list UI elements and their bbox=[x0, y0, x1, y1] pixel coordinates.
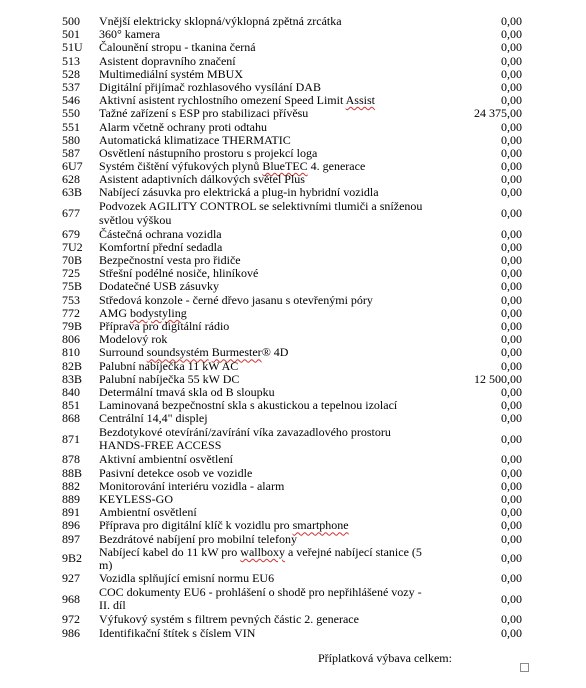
option-description: Palubní nabíječka 55 kW DC bbox=[99, 371, 240, 386]
option-description: Bezdrátové nabíjení pro mobilní telefony bbox=[99, 531, 297, 546]
option-code: 968 bbox=[62, 591, 80, 606]
option-price: 0,00 bbox=[501, 518, 522, 533]
table-row bbox=[62, 186, 522, 199]
table-row bbox=[62, 360, 522, 373]
option-description: Digitální přijímač rozhlasového vysílání DAB bbox=[99, 79, 321, 94]
option-code: 51U bbox=[62, 40, 83, 55]
option-description: COC dokumenty EU6 - prohlášení o shodě pro nepřihlášené vozy - II. díl bbox=[99, 585, 422, 613]
option-description: Nabíjecí zásuvka pro elektrická a plug-in hybridní vozidla bbox=[99, 185, 379, 200]
table-row bbox=[62, 572, 522, 585]
option-price: 0,00 bbox=[501, 159, 522, 174]
option-price: 0,00 bbox=[501, 119, 522, 134]
option-description: Asistent adaptivních dálkových světel Plus bbox=[99, 172, 305, 187]
option-code: 75B bbox=[62, 279, 83, 294]
option-code: 896 bbox=[62, 518, 80, 533]
option-description: Identifikační štítek s číslem VIN bbox=[99, 625, 256, 640]
option-code: 7U2 bbox=[62, 239, 83, 254]
table-row bbox=[62, 425, 522, 453]
option-code: 513 bbox=[62, 53, 80, 68]
option-price: 0,00 bbox=[501, 505, 522, 520]
resize-handle-icon[interactable] bbox=[520, 663, 529, 672]
option-price: 0,00 bbox=[501, 591, 522, 606]
option-price: 12 500,00 bbox=[474, 371, 522, 386]
option-price: 0,00 bbox=[501, 465, 522, 480]
option-price: 0,00 bbox=[501, 253, 522, 267]
option-code: 851 bbox=[62, 398, 80, 413]
option-price: 0,00 bbox=[501, 226, 522, 241]
option-price: 0,00 bbox=[501, 185, 522, 200]
table-row bbox=[62, 134, 522, 147]
option-code: 70B bbox=[62, 253, 83, 267]
option-code: 79B bbox=[62, 318, 83, 333]
table-row bbox=[62, 107, 522, 120]
option-price: 0,00 bbox=[501, 398, 522, 413]
table-row bbox=[62, 613, 522, 626]
option-price: 0,00 bbox=[501, 612, 522, 627]
option-description: AMG bodystyling bbox=[99, 305, 187, 320]
option-description: Výfukový systém s filtrem pevných částic 2. generace bbox=[99, 612, 359, 627]
option-code: 6U7 bbox=[62, 159, 83, 174]
option-price: 0,00 bbox=[501, 206, 522, 221]
option-code: 528 bbox=[62, 66, 80, 81]
option-description: Multimediální systém MBUX bbox=[99, 66, 243, 81]
table-row bbox=[62, 346, 522, 359]
option-price: 0,00 bbox=[501, 411, 522, 426]
option-code: 628 bbox=[62, 172, 80, 187]
option-code: 677 bbox=[62, 206, 80, 221]
option-description: Podvozek AGILITY CONTROL se selektivními tlumiči a sníženou světlou výškou bbox=[99, 199, 423, 227]
table-row bbox=[62, 519, 522, 532]
table-row bbox=[62, 200, 522, 228]
option-code: 868 bbox=[62, 411, 80, 426]
table-row bbox=[62, 533, 522, 546]
option-code: 840 bbox=[62, 384, 80, 399]
option-description: Modelový rok bbox=[99, 332, 168, 347]
option-price: 0,00 bbox=[501, 478, 522, 493]
option-price: 0,00 bbox=[501, 27, 522, 42]
option-price: 0,00 bbox=[501, 625, 522, 640]
option-description: Dodatečné USB zásuvky bbox=[99, 279, 219, 294]
option-price: 0,00 bbox=[501, 358, 522, 373]
option-description: Bezdotykové otevírání/zavírání víka zavazadlového prostoru HANDS-FREE ACCESS bbox=[99, 425, 391, 453]
option-price: 0,00 bbox=[501, 452, 522, 467]
table-row bbox=[62, 467, 522, 480]
total-label: Příplatková výbava celkem: bbox=[318, 651, 452, 665]
option-code: 753 bbox=[62, 292, 80, 307]
table-row bbox=[62, 280, 522, 293]
table-row bbox=[62, 55, 522, 68]
option-price: 0,00 bbox=[501, 531, 522, 546]
option-code: 587 bbox=[62, 145, 80, 160]
option-price: 0,00 bbox=[501, 345, 522, 360]
option-price: 0,00 bbox=[501, 492, 522, 506]
option-description: 360° kamera bbox=[99, 27, 161, 42]
option-description: Pasivní detekce osob ve vozidle bbox=[99, 465, 253, 480]
option-price: 0,00 bbox=[501, 384, 522, 399]
table-row bbox=[62, 546, 522, 572]
option-price: 0,00 bbox=[501, 145, 522, 160]
option-description: Laminovaná bezpečnostní skla s akustickou a tepelnou izolací bbox=[99, 398, 398, 413]
option-code: 889 bbox=[62, 492, 80, 506]
option-price: 0,00 bbox=[501, 40, 522, 55]
option-price: 24 375,00 bbox=[474, 106, 522, 121]
option-description: Středová konzole - černé dřevo jasanu s otevřenými póry bbox=[99, 292, 373, 307]
table-row bbox=[62, 121, 522, 134]
option-description: Vozidla splňující emisní normu EU6 bbox=[99, 571, 275, 586]
option-code: 891 bbox=[62, 505, 80, 520]
option-code: 927 bbox=[62, 571, 80, 586]
option-code: 972 bbox=[62, 612, 80, 627]
option-code: 725 bbox=[62, 266, 80, 281]
table-row bbox=[62, 228, 522, 241]
table-row bbox=[62, 412, 522, 425]
option-price: 0,00 bbox=[501, 79, 522, 94]
option-description: Automatická klimatizace THERMATIC bbox=[99, 132, 291, 147]
option-price: 0,00 bbox=[501, 14, 522, 28]
option-code: 897 bbox=[62, 531, 80, 546]
option-price: 0,00 bbox=[501, 318, 522, 333]
table-row bbox=[62, 68, 522, 81]
option-description: Aktivní asistent rychlostního omezení Speed Limit Assist bbox=[99, 93, 375, 108]
option-code: 63B bbox=[62, 185, 83, 200]
option-price: 0,00 bbox=[501, 279, 522, 294]
option-description: Centrální 14,4" displej bbox=[99, 411, 208, 426]
option-code: 537 bbox=[62, 79, 80, 94]
option-code: 82B bbox=[62, 358, 83, 373]
option-price: 0,00 bbox=[501, 571, 522, 586]
option-description: Aktivní ambientní osvětlení bbox=[99, 452, 233, 467]
option-description: Vnější elektricky sklopná/výklopná zpětná zrcátka bbox=[99, 14, 342, 28]
option-code: 88B bbox=[62, 465, 83, 480]
option-description: Systém čištění výfukových plynů BlueTEC 4. generace bbox=[99, 159, 366, 174]
option-description: Monitorování interiéru vozidla - alarm bbox=[99, 478, 285, 493]
option-description: Částečná ochrana vozidla bbox=[99, 226, 222, 241]
option-price: 0,00 bbox=[501, 239, 522, 254]
option-price: 0,00 bbox=[501, 53, 522, 68]
table-row bbox=[62, 585, 522, 613]
table-row bbox=[62, 41, 522, 54]
option-price: 0,00 bbox=[501, 132, 522, 147]
option-price: 0,00 bbox=[501, 431, 522, 446]
option-description: KEYLESS-GO bbox=[99, 492, 173, 506]
option-code: 500 bbox=[62, 14, 80, 28]
option-code: 550 bbox=[62, 106, 80, 121]
option-price: 0,00 bbox=[501, 292, 522, 307]
option-code: 772 bbox=[62, 305, 80, 320]
option-price: 0,00 bbox=[501, 551, 522, 566]
option-description: Bezpečnostní vesta pro řidiče bbox=[99, 253, 241, 267]
option-description: Nabíjecí kabel do 11 kW pro wallboxy a veřejné nabíjecí stanice (5 m) bbox=[99, 544, 422, 572]
option-price: 0,00 bbox=[501, 266, 522, 281]
option-description: Surround soundsystém Burmester® 4D bbox=[99, 345, 289, 360]
option-code: 501 bbox=[62, 27, 80, 42]
option-code: 580 bbox=[62, 132, 80, 147]
equipment-table bbox=[62, 15, 522, 640]
option-description: Determální tmavá skla od B sloupku bbox=[99, 384, 275, 399]
option-code: 810 bbox=[62, 345, 80, 360]
table-row bbox=[62, 307, 522, 320]
option-code: 882 bbox=[62, 478, 80, 493]
option-code: 806 bbox=[62, 332, 80, 347]
option-description: Příprava pro digitální rádio bbox=[99, 318, 230, 333]
option-code: 83B bbox=[62, 371, 83, 386]
option-code: 9B2 bbox=[62, 551, 83, 566]
option-price: 0,00 bbox=[501, 66, 522, 81]
option-description: Komfortní přední sedadla bbox=[99, 239, 223, 254]
table-row bbox=[62, 453, 522, 466]
option-code: 551 bbox=[62, 119, 80, 134]
option-price: 0,00 bbox=[501, 332, 522, 347]
option-price: 0,00 bbox=[501, 305, 522, 320]
option-description: Střešní podélné nosiče, hliníkové bbox=[99, 266, 259, 281]
option-description: Příprava pro digitální klíč k vozidlu pro smartphone bbox=[99, 518, 349, 533]
option-code: 871 bbox=[62, 431, 80, 446]
option-description: Palubní nabíječka 11 kW AC bbox=[99, 358, 239, 373]
option-description: Ambientní osvětlení bbox=[99, 505, 197, 520]
option-code: 546 bbox=[62, 93, 80, 108]
option-code: 878 bbox=[62, 452, 80, 467]
option-description: Čalounění stropu - tkanina černá bbox=[99, 40, 256, 55]
option-description: Tažné zařízení s ESP pro stabilizaci přívěsu bbox=[99, 106, 309, 121]
option-code: 986 bbox=[62, 625, 80, 640]
option-price: 0,00 bbox=[501, 93, 522, 108]
table-row bbox=[62, 373, 522, 386]
option-description: Asistent dopravního značení bbox=[99, 53, 236, 68]
table-row bbox=[62, 627, 522, 640]
option-description: Osvětlení nástupního prostoru s projekcí loga bbox=[99, 145, 318, 160]
option-code: 679 bbox=[62, 226, 80, 241]
option-description: Alarm včetně ochrany proti odtahu bbox=[99, 119, 267, 134]
option-price: 0,00 bbox=[501, 172, 522, 187]
